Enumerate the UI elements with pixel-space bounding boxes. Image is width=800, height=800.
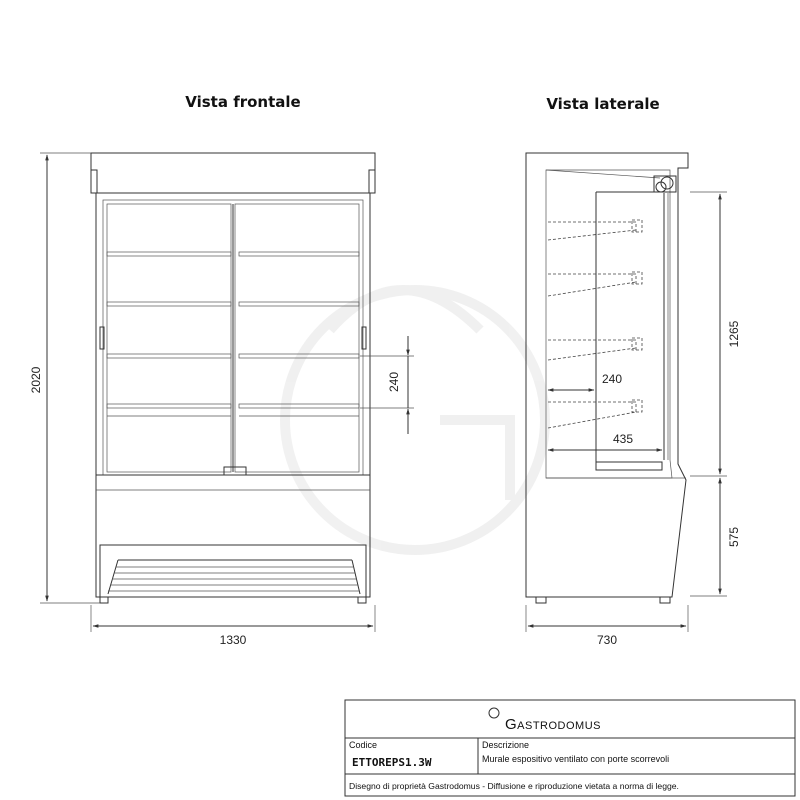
dim-depth-435 — [548, 432, 662, 450]
dim-depth-240 — [548, 372, 622, 390]
svg-text:1330: 1330 — [219, 633, 247, 647]
dim-width-side — [526, 605, 688, 647]
dim-width-front — [91, 605, 375, 647]
dim-height-display — [690, 192, 741, 476]
svg-text:1265: 1265 — [727, 320, 741, 348]
footer-note: Disegno di proprietà Gastrodomus - Diffusione e riproduzione vietata a norma di legge. — [349, 781, 679, 791]
description-label: Descrizione — [482, 740, 530, 750]
svg-text:575: 575 — [727, 526, 741, 548]
front-grille — [108, 560, 360, 594]
dim-height-total — [29, 153, 100, 603]
description-value: Murale espositivo ventilato con porte scorrevoli — [482, 754, 670, 764]
front-view-title: Vista frontale — [185, 93, 301, 111]
brand-name: Gastrodomus — [505, 716, 602, 733]
code-label: Codice — [349, 740, 378, 750]
svg-text:240: 240 — [387, 371, 401, 393]
svg-text:2020: 2020 — [29, 366, 43, 394]
svg-text:435: 435 — [612, 432, 634, 446]
code-value: ETTOREPS1.3W — [352, 756, 432, 769]
svg-text:240: 240 — [601, 372, 623, 386]
title-block — [345, 700, 795, 796]
watermark-logo — [285, 290, 545, 550]
front-view — [91, 153, 375, 603]
svg-text:730: 730 — [596, 633, 618, 647]
dim-shelf-spacing — [360, 336, 414, 434]
brand-logo-icon — [489, 708, 499, 718]
dim-height-base — [690, 478, 741, 596]
side-shelves — [548, 220, 642, 428]
side-view-title: Vista laterale — [546, 95, 660, 113]
